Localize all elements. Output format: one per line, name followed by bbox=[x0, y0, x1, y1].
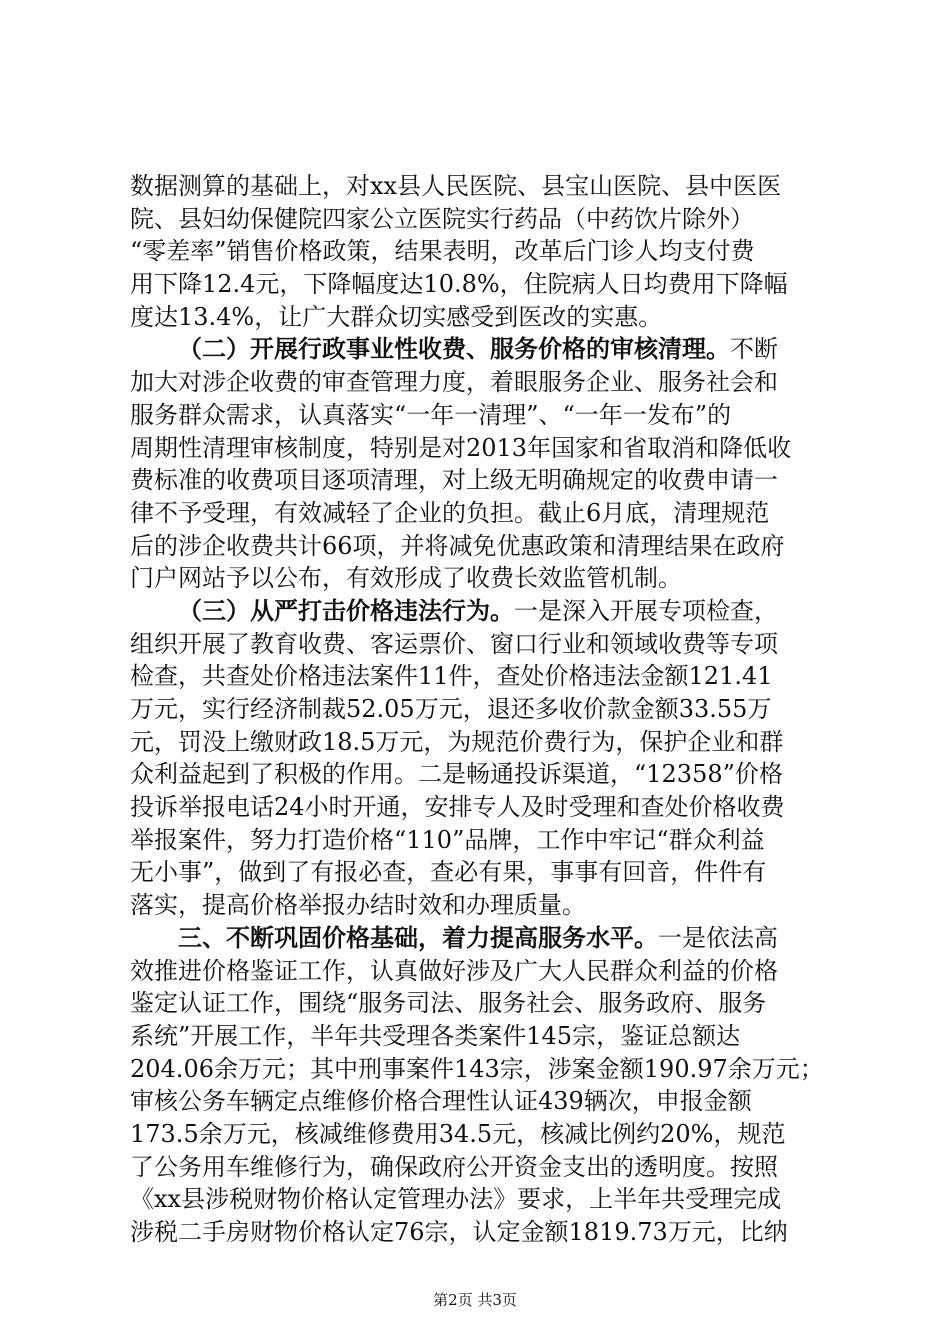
text-line: 周期性清理审核制度，特别是对2013年国家和省取消和降低收 bbox=[130, 433, 792, 462]
section-heading-line bbox=[130, 595, 865, 628]
text-run: 一是依法高 bbox=[658, 923, 778, 952]
text-line: 检查，共查处价格违法案件11件，查处价格违法金额121.41 bbox=[130, 662, 773, 691]
text-line: 涉税二手房财物价格认定76宗，认定金额1819.73万元，比纳 bbox=[130, 1218, 788, 1246]
text-line: 效推进价格鉴证工作，认真做好涉及广大人民群众利益的价格 bbox=[130, 956, 778, 985]
text-line: 数据测算的基础上，对xx县人民医院、县宝山医院、县中医医 bbox=[130, 172, 782, 200]
text-run: 不断 bbox=[730, 335, 778, 364]
text-line: 院、县妇幼保健院四家公立医院实行药品（中药饮片除外） bbox=[130, 204, 754, 233]
text-line: 组织开展了教育收费、客运票价、窗口行业和领域收费等专项 bbox=[130, 629, 778, 658]
text-line: 落实，提高价格举报办结时效和办理质量。 bbox=[130, 891, 586, 920]
text-line: 费标准的收费项目逐项清理，对上级无明确规定的收费申请一 bbox=[130, 466, 778, 495]
section-heading: （二）开展行政事业性收费、服务价格的审核清理。 bbox=[178, 334, 730, 364]
text-line: 元，罚没上缴财政18.5万元，为规范价费行为，保护企业和群 bbox=[130, 727, 784, 756]
text-line: 173.5余万元，核减维修费用34.5元，核减比例约20%，规范 bbox=[130, 1119, 786, 1148]
text-run: 一是深入开展专项检查， bbox=[514, 596, 778, 625]
text-line: 后的涉企收费共计66项，并将减免优惠政策和清理结果在政府 bbox=[130, 531, 785, 560]
text-line: 门户网站予以公布，有效形成了收费长效监管机制。 bbox=[130, 564, 682, 593]
text-line: 众利益起到了积极的作用。二是畅通投诉渠道，“12358”价格 bbox=[130, 760, 783, 789]
section-heading: （三）从严打击价格违法行为。 bbox=[178, 595, 514, 625]
text-line: “零差率”销售价格政策，结果表明，改革后门诊人均支付费 bbox=[130, 237, 755, 266]
text-line: 万元，实行经济制裁52.05万元，退还多收价款金额33.55万 bbox=[130, 695, 772, 723]
text-line: 投诉举报电话24小时开通，安排专人及时受理和查处价格收费 bbox=[130, 793, 785, 822]
section-heading: 三、不断巩固价格基础，着力提高服务水平。 bbox=[178, 922, 658, 952]
text-line: 204.06余万元；其中刑事案件143宗，涉案金额190.97余万元； bbox=[130, 1054, 824, 1083]
text-line: 鉴定认证工作，围绕“服务司法、服务社会、服务政府、服务 bbox=[130, 989, 767, 1018]
text-line: 加大对涉企收费的审查管理力度，着眼服务企业、服务社会和 bbox=[130, 368, 778, 397]
page-number-footer: 第2页 共3页 bbox=[433, 1291, 517, 1309]
document-body bbox=[130, 170, 865, 1249]
section-heading-line bbox=[130, 333, 865, 366]
text-line: 无小事”，做到了有报必查，查必有果，事事有回音，件件有 bbox=[130, 858, 767, 887]
text-line: 审核公务车辆定点维修价格合理性认证439辆次，申报金额 bbox=[130, 1087, 752, 1116]
text-line: 服务群众需求，认真落实“一年一清理”、“一年一发布”的 bbox=[130, 400, 732, 429]
text-line: 《xx县涉税财物价格认定管理办法》要求，上半年共受理完成 bbox=[130, 1185, 782, 1214]
text-line: 用下降12.4元，下降幅度达10.8%，住院病人日均费用下降幅 bbox=[130, 270, 788, 299]
text-line: 举报案件，努力打造价格“110”品牌，工作中牢记“群众利益 bbox=[130, 825, 765, 854]
text-line: 了公务用车维修行为，确保政府公开资金支出的透明度。按照 bbox=[130, 1152, 778, 1181]
text-line: 律不予受理，有效减轻了企业的负担。截止6月底，清理规范 bbox=[130, 498, 770, 527]
text-line: 系统”开展工作，半年共受理各类案件145宗，鉴证总额达 bbox=[130, 1021, 741, 1050]
section-heading-line bbox=[130, 922, 865, 955]
text-line: 度达13.4%，让广大群众切实感受到医改的实惠。 bbox=[130, 302, 663, 331]
